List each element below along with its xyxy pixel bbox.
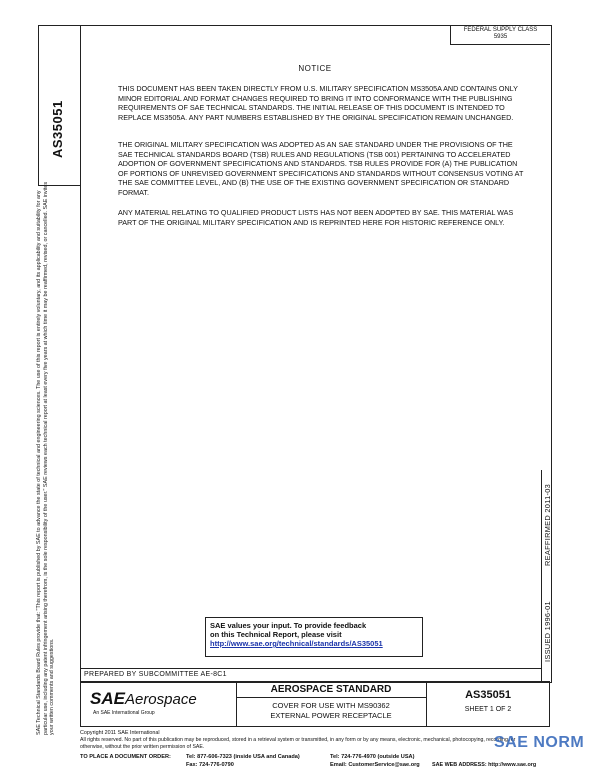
title-divider-2 xyxy=(426,681,427,727)
logo-tagline: An SAE International Group xyxy=(93,710,155,716)
prepared-by: PREPARED BY SUBCOMMITTEE AE-8C1 xyxy=(84,671,227,678)
watermark: SAE NORM xyxy=(494,734,585,751)
sae-logo xyxy=(90,689,197,709)
logo-brand: SAE xyxy=(90,689,125,708)
feedback-box xyxy=(205,617,423,657)
copyright: Copyright 2011 SAE International xyxy=(80,730,160,736)
doc-number-box: AS35051 xyxy=(465,689,511,701)
feedback-line1: SAE values your input. To provide feedback xyxy=(210,621,367,630)
sheet-number: SHEET 1 OF 2 xyxy=(464,706,512,713)
rights-statement: All rights reserved. No part of this publication may be reproduced, stored in a retrieval system or transmitted, in any form or by any means, electronic, mechanical, photocopying, recording, or otherwise, without the prior written permission of SAE. xyxy=(80,737,516,750)
fax: Fax: 724-776-0790 xyxy=(186,762,234,768)
fsc-value: 5935 xyxy=(493,34,508,40)
title-line2: EXTERNAL POWER RECEPTACLE xyxy=(270,711,392,720)
paragraph-1: THIS DOCUMENT HAS BEEN TAKEN DIRECTLY FROM U.S. MILITARY SPECIFICATION MS3505A AND CONTAINS ONLY MINOR EDITORIAL AND FORMAT CHANGES REQUIRED TO BRING IT INTO CONFORMANCE WITH THE PUBLISHING REQUIREMENTS OF SAE TECHNICAL STANDARDS. THE INITIAL RELEASE OF THIS DOCUMENT IS INTENDED TO REPLACE MS3505A. ANY PART NUMBERS ESTABLISHED BY THE ORIGINAL SPECIFICATION REMAIN UNCHANGED. xyxy=(118,84,518,122)
issued-date: ISSUED 1996-01 xyxy=(543,601,552,662)
order-label: TO PLACE A DOCUMENT ORDER: xyxy=(80,754,171,760)
logo-sub: Aerospace xyxy=(124,691,197,708)
email[interactable]: Email: CustomerService@sae.org xyxy=(330,762,420,768)
web-address[interactable]: SAE WEB ADDRESS: http://www.sae.org xyxy=(432,762,537,768)
prepared-divider xyxy=(80,668,542,669)
notice-title: NOTICE xyxy=(298,64,332,73)
legal-notice: SAE Technical Standards Board Rules provide that: "This report is published by SAE to advance the state of technical and engineering sciences. The use of this report is entirely voluntary, and its applicability and suitability for any particular use, including any patent infringement arising therefrom, is the sole responsibility of the user." SAE reviews each technical report at least every five years at which time it may be reaffirmed, revised, or cancelled. SAE invites your written comments and suggestions. xyxy=(36,181,56,735)
paragraph-2: THE ORIGINAL MILITARY SPECIFICATION WAS ADOPTED AS AN SAE STANDARD UNDER THE PROVISIONS OF THE SAE TECHNICAL STANDARDS BOARD (TSB) RULES AND REGULATIONS (TSB 001) PERTAINING TO ACCELERATED ADOPTION OF GOVERNMENT SPECIFICATIONS AND STANDARDS. TSB RULES PROVIDE FOR (A) THE PUBLICATION OF PORTIONS OF UNREVISED GOVERNMENT SPECIFICATIONS AND STANDARDS WITHOUT CONSENSUS VOTING AT THE SAE COMMITTEE LEVEL, AND (B) THE USE OF THE EXISTING GOVERNMENT SPECIFICATION OR STANDARD FORMAT. xyxy=(118,140,524,197)
standard-type: AEROSPACE STANDARD xyxy=(270,684,392,695)
fsc-label: FEDERAL SUPPLY CLASS xyxy=(463,27,538,33)
title-divider-h xyxy=(236,697,426,698)
feedback-link[interactable]: http://www.sae.org/technical/standards/AS35051 xyxy=(210,639,383,648)
title-line1: COVER FOR USE WITH MS90362 xyxy=(272,701,390,710)
tel-us: Tel: 877-606-7323 (inside USA and Canada) xyxy=(186,754,300,760)
tel-intl: Tel: 724-776-4970 (outside USA) xyxy=(330,754,415,760)
feedback-line2: on this Technical Report, please visit xyxy=(210,630,342,639)
paragraph-3: ANY MATERIAL RELATING TO QUALIFIED PRODUCT LISTS HAS NOT BEEN ADOPTED BY SAE. THIS MATERIAL WAS PART OF THE ORIGINAL MILITARY SPECIFICATION AND IS REPRINTED HERE FOR HISTORIC REFERENCE ONLY. xyxy=(118,208,514,227)
reaffirmed-date: REAFFIRMED 2011-03 xyxy=(543,483,552,566)
date-strip-divider xyxy=(541,470,542,681)
federal-supply-class xyxy=(450,25,550,45)
page-frame xyxy=(80,25,552,683)
side-document-number: AS35051 xyxy=(50,100,65,158)
